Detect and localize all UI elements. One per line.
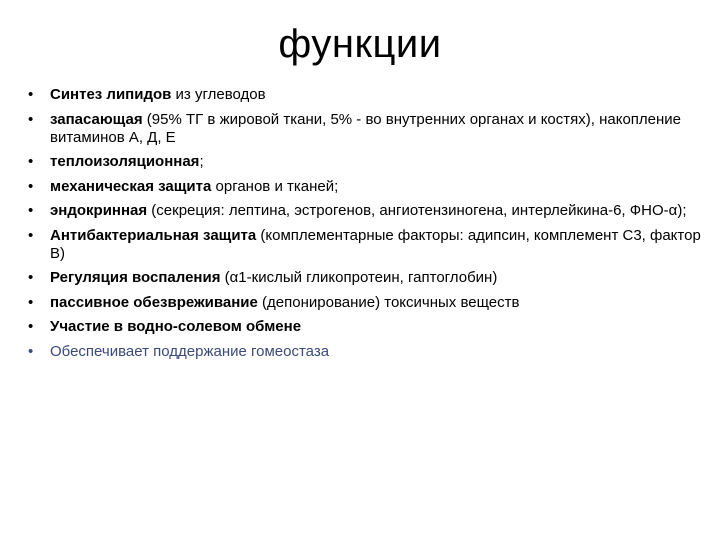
item-text: (комплементарные факторы: адипсин, комплемент С3, фактор В) xyxy=(50,226,701,262)
item-bold-text: пассивное обезвреживание xyxy=(50,293,258,311)
item-text: (α1-кислый гликопротеин, гаптоглобин) xyxy=(220,269,498,286)
list-item xyxy=(28,202,703,220)
item-bold-text: Антибактериальная защита xyxy=(50,226,257,244)
bullet-icon: • xyxy=(28,177,34,195)
item-text: ; xyxy=(199,153,204,170)
item-bold-text: Участие в водно-солевом обмене xyxy=(50,318,302,335)
bullet-icon: • xyxy=(28,293,34,311)
bullet-icon: • xyxy=(28,269,34,286)
list-item xyxy=(28,318,703,336)
item-text: (секреция: лептина, эстрогенов, ангиотензиногена, интерлейкина-6, ФНО-α); xyxy=(147,202,687,219)
bullet-icon: • xyxy=(28,226,34,244)
item-bold-text: механическая защита xyxy=(50,177,212,195)
item-text: из углеводов xyxy=(171,86,266,103)
bullet-icon: • xyxy=(28,202,34,219)
list-item xyxy=(28,178,703,196)
list-item xyxy=(28,227,703,263)
list-item-homeostasis xyxy=(28,343,703,361)
item-bold-text: теплоизоляционная xyxy=(50,153,200,170)
item-text: органов и тканей; xyxy=(211,177,339,195)
slide-title: функции xyxy=(278,22,442,66)
item-text: (95% ТГ в жировой ткани, 5% - во внутренних органах и костях), накопление витаминов А, Д, Е xyxy=(50,110,682,146)
bullet-icon: • xyxy=(28,110,34,128)
bullet-icon: • xyxy=(28,318,34,335)
item-bold-text: запасающая xyxy=(50,110,143,128)
list-item xyxy=(28,86,703,104)
list-item xyxy=(28,294,703,312)
list-item xyxy=(28,269,703,287)
item-text: Обеспечивает поддержание гомеостаза xyxy=(50,342,330,360)
item-text: (депонирование) токсичных веществ xyxy=(257,293,520,311)
list-item xyxy=(28,153,703,171)
bullet-icon: • xyxy=(28,153,34,170)
item-bold-text: Регуляция воспаления xyxy=(50,269,221,286)
bullet-icon: • xyxy=(28,86,34,103)
item-bold-text: эндокринная xyxy=(50,202,148,219)
list-item xyxy=(28,111,703,147)
bullet-list xyxy=(28,86,703,367)
item-bold-text: Синтез липидов xyxy=(50,86,172,103)
bullet-icon: • xyxy=(28,342,34,360)
